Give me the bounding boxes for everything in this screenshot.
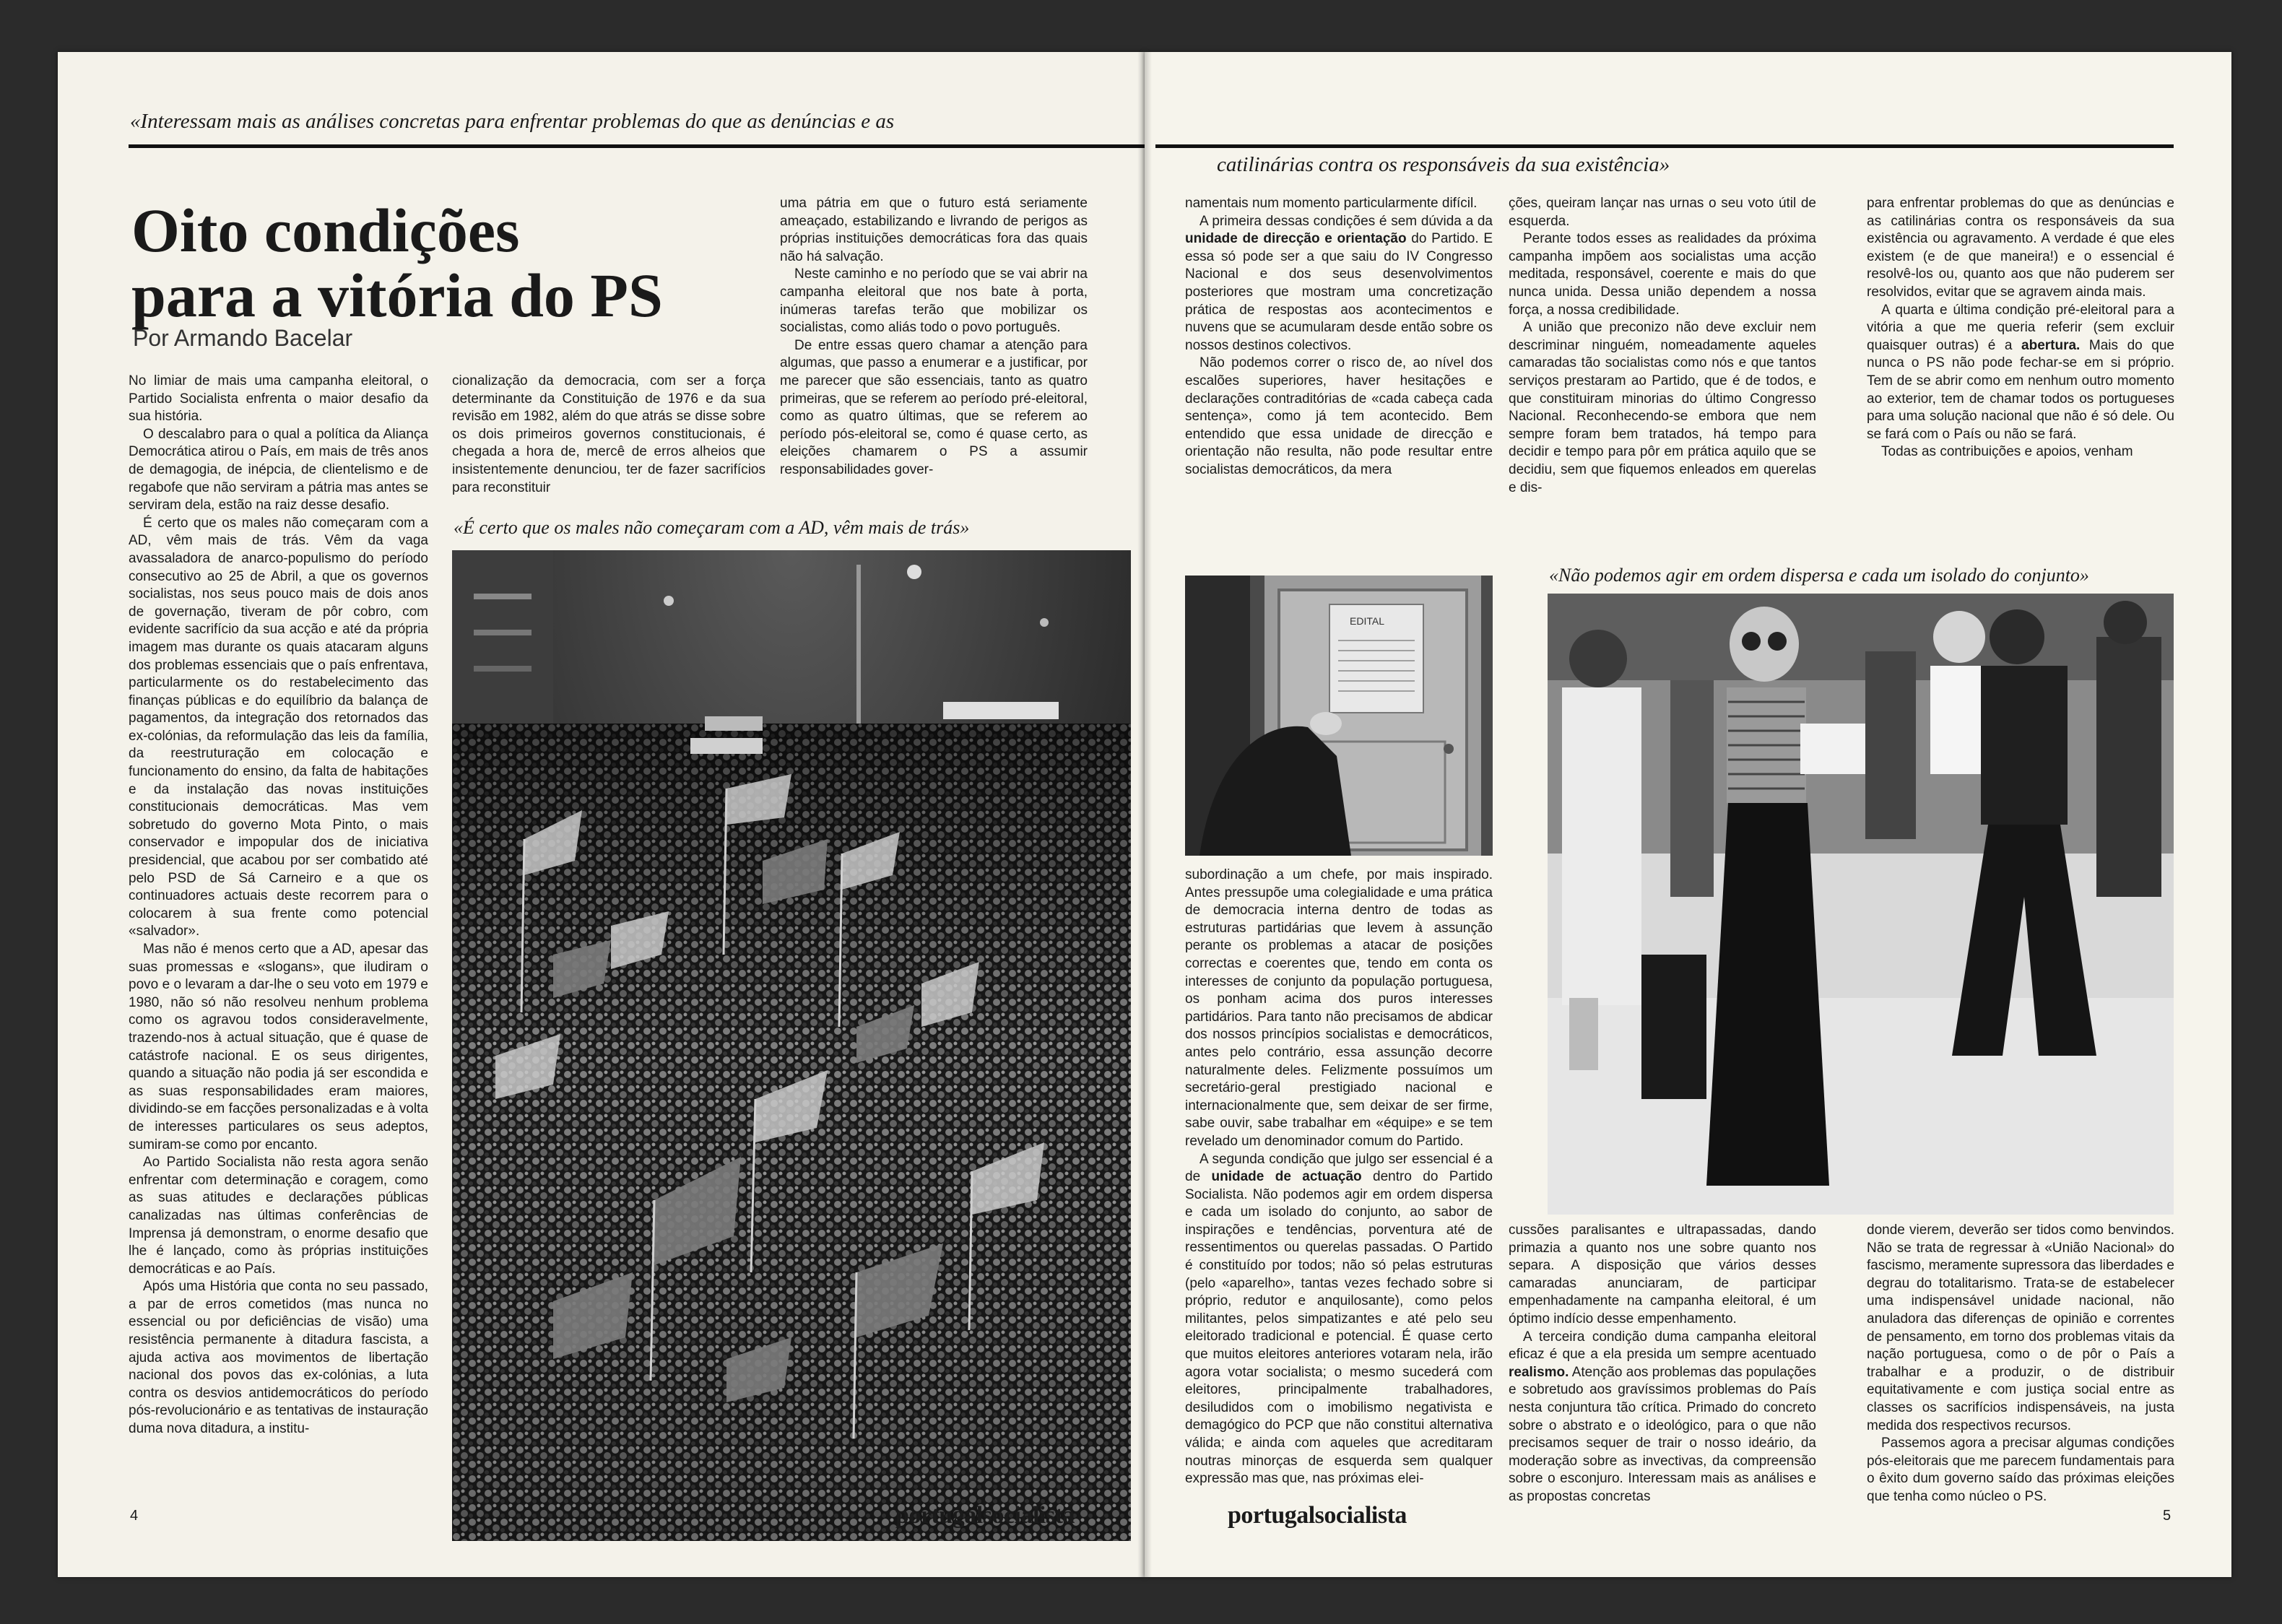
title-line-2: para a vitória do PS [131,261,663,330]
left-column-2 [452,373,765,517]
door-sign-text: EDITAL [1350,615,1384,627]
door-notice-photo [1185,576,1493,856]
left-page [58,52,1145,1577]
pullquote-right: catilinárias contra os responsáveis da sua existência» [1217,153,1670,176]
people-street-photo [1548,594,2174,1215]
top-rule-left [129,144,1145,148]
crowd-rally-photo [452,550,1131,1541]
top-rule-right [1155,144,2174,148]
title-line-1: Oito condições [131,196,520,265]
crowd-rally-illustration [452,550,1131,1541]
door-notice-illustration [1185,576,1493,856]
photo-caption-left: «É certo que os males não começaram com a AD, vêm mais de trás» [454,517,970,538]
paragraph: para enfrentar problemas do que as denúncias e as catilinárias contra os responsáveis da sua existência ou agravamento. A verdade é que eles existem (e de que maneira!) e o essencial é resolvê-los ou, quanto aos que não puderem ser resolvidos, evitar que se agravem ainda mais. [1867,196,2174,300]
left-column-1 [129,373,428,1537]
paragraph: O descalabro para o qual a política da Aliança Democrática atirou o País, em mais de três anos de demagogia, de inépcia, de clientelismo e de regabofe que não serviram a pátria mas antes se serviram dela, estão na raiz desse desafio. [129,426,428,513]
masthead-logo-right: portugalsocialista [1228,1502,1407,1529]
paragraph: Passemos agora a precisar algumas condições pós-eleitorais que me parecem fundamentais para o êxito dum governo saído das próximas eleições que tenha como núcleo o PS. [1867,1436,2174,1504]
paragraph: Após uma História que conta no seu passado, a par de erros cometidos (mas nunca no essencial ou por deficiências de visão) uma resistência permanente à ditadura fascista, a ajuda activa aos movimentos de libertação nacional dos povos das ex-colónias, a luta contra os desvios antidemocráticos do período pós-revolucionário e as tentativas de instauração duma nova ditadura, a institu- [129,1279,428,1437]
right-column-1-bottom [1185,867,1493,1540]
emphasis: unidade de actuação [1211,1169,1362,1185]
paragraph: Todas as contribuições e apoios, venham [1881,444,2133,460]
pullquote-left: «Interessam mais as análises concretas para enfrentar problemas do que as denúncias e as [130,110,895,133]
paragraph: Neste caminho e no período que se vai abrir na campanha eleitoral que nos bate à porta, inúmeras tarefas terão que mobilizar os socialistas, como aliás todo o povo português. [780,266,1088,336]
right-column-1-top [1185,195,1493,565]
paragraph: Perante todos esses as realidades da próxima campanha impõem aos socialistas uma acção meditada, responsável, coerente e mais do que nunca unida. Dessa união dependem a nossa força, a nossa credibilidade. [1509,231,1816,318]
photo-caption-right: «Não podemos agir em ordem dispersa e cada um isolado do conjunto» [1549,565,2089,586]
byline: Por Armando Bacelar [133,325,353,351]
paragraph: subordinação a um chefe, por mais inspirado. Antes pressupõe uma colegialidade e uma prática de democracia interna dentro de todas as estruturas partidárias que levem à assunção perante os problemas a atacar de posições correctas e coerentes que, tendo em conta os interesses de conjunto da população portuguesa, os ponham acima dos puros interesses partidários. Para tanto não precisamos de abdicar dos nossos princípios socialistas e democráticos, antes pelo contrário, essa assunção decorre naturalmente deles. Felizmente possuímos um secretário-geral prestigiado nacional e internacionalmente que, sem deixar de ser firme, sabe ouvir, sabe trabalhar em «équipe» e se tem revelado um denominador comum do Partido. [1185,867,1493,1149]
paragraph: É certo que os males não começaram com a AD, vêm mais de trás. Vêm da vaga avassaladora de anarco-populismo do período consecutivo ao 25 de Abril, a que os governos socialistas, nos seus pouco mais de dois anos de governação, tiveram de pôr cobro, com evidente sacrifício da sua acção e até da própria imagem mas durante os quais atacaram alguns dos problemas essenciais que o país enfrentava, particularmente os do restabelecimento das finanças públicas e do equilíbrio da balança de pagamentos, da integração dos retornados das ex-colónias, da reformulação das leis da família, da reestruturação em colocação e funcionamento do ensino, da falta de habitações e da instalação das novas instituições constitucionais democráticas. Mas vem sobretudo do governo Mota Pinto, o mais conservador e impopular dos de iniciativa presidencial, que acabou por ser combatido até pelo PSD de Sá Carneiro e a que os continuadores actuais deste recorrem para o colocarem à sua frente como potencial «salvador». [129,515,428,939]
paragraph: cussões paralisantes e ultrapassadas, dando primazia a quanto nos une sobre quanto nos separa. A disposição que vários desses camaradas anunciaram, de participar empenhadamente na campanha eleitoral, é um óptimo indício desse empenhamento. [1509,1223,1816,1326]
paragraph: A união que preconizo não deve excluir nem descriminar ninguém, nomeadamente aqueles camaradas tão socialistas como nós e que tantos serviços prestaram ao Partido, que é de todos, e que constituiram minorias do último Congresso Nacional. Reconhecendo-se embora que nem sempre foram bem tratados, há tempo para decidir e tempo para pôr em prática aquilo que se decidiu, sem que fiquemos enleados em querelas e dis- [1509,320,1816,495]
right-column-2-top [1509,195,1816,565]
right-column-3-top [1867,195,2174,565]
paragraph: ções, queiram lançar nas urnas o seu voto útil de esquerda. [1509,196,1816,229]
paragraph: donde vierem, deverão ser tidos como benvindos. Não se trata de regressar à «União Nacional» do fascismo, meramente supressora das liberdades e degrau do totalitarismo. Trata-se de estabelecer uma indispensável unidade nacional, não anuladora das diferenças de opinião e correntes de pensamento, em torno dos problemas vitais da nação portuguesa, como o de pôr o País a trabalhar e a produzir, o de distribuir equitativamente e com justiça social entre as classes os sacrifícios indispensáveis, na justa medida dos respectivos recursos. [1867,1223,2174,1433]
emphasis: unidade de direcção e orientação [1185,231,1407,247]
paragraph: namentais num momento particularmente difícil. [1185,196,1478,211]
page-number-left: 4 [130,1508,139,1524]
emphasis: realismo. [1509,1364,1569,1380]
article-title [131,198,663,328]
paragraph: A segunda condição que julgo ser essencial é a de unidade de actuação dentro do Partido Socialista. Não podemos agir em ordem dispersa e cada um isolado do conjunto, ao sabor de inspirações e tendências, porventura até de ressentimentos ou querelas passadas. O Partido é constituído por todos; não só pelas estruturas (pelo «aparelho», tantas vezes fechado sobre si próprio, redutor e anquilosante), como pelos militantes, pelos simpatizantes e até pelo seu eleitorado tradicional e potencial. É quase certo que muitos eleitores anteriores votaram nela, irão agora votar socialista; o mesmo sucederá com eleitores, principalmente trabalhadores, desiludidos com o imobilismo negativista e demagógico do PCP que não constitui alternativa válida; e ainda com aqueles que acreditaram noutras minorças de esquerda sem qualquer expressão mas que, nas próximas elei- [1185,1151,1493,1487]
paragraph: uma pátria em que o futuro está seriamente ameaçado, estabilizando e livrando de perigos as próprias instituições democráticas fora das quais não há salvação. [780,196,1088,264]
paragraph: A primeira dessas condições é sem dúvida a da unidade de direcção e orientação do Partido. E essa só pode ser a que saiu do IV Congresso Nacional e dos seus desenvolvimentos posteriores que mostram uma concretização prática de respostas aos acontecimentos e nuvens que se acumularam desde então sobre os nossos destinos colectivos. [1185,213,1493,353]
paragraph: Ao Partido Socialista não resta agora senão enfrentar com determinação e coragem, como as suas atitudes e declarações públicas canalizadas nas últimas conferências de Imprensa já demonstram, o enorme desafio que lhe é lançado, como às próprias instituições democráticas e ao País. [129,1155,428,1277]
paragraph: Mas não é menos certo que a AD, apesar das suas promessas e «slogans», que iludiram o povo e o levaram a dar-lhe o seu voto em 1979 e 1980, não só não resolveu nenhum problema como os agravou todos consideravelmente, trazendo-nos à actual situação, que é quase de catástrofe nacional. E os seus dirigentes, quando a situação não podia já ser escondida e as suas responsabilidades eram maiores, dividindo-se em facções personalizadas e à volta de interesses particulares os seus adeptos, sumiram-se como por encanto. [129,942,428,1152]
paragraph: Não podemos correr o risco de, ao nível dos escalões superiores, haver hesitações e declarações contraditórias de «cada cabeça cada sentença», como já tem acontecido. Bem entendido que essa unidade de direcção e orientação não resulta, não pode resultar entre socialistas democráticos, da mera [1185,355,1493,477]
paragraph: No limiar de mais uma campanha eleitoral, o Partido Socialista enfrenta o maior desafio da sua história. [129,373,428,425]
people-street-illustration [1548,594,2174,1215]
emphasis: abertura. [2021,337,2081,353]
masthead-logo-left: portugalsocialista [895,1502,1075,1529]
spine-gutter [1137,52,1152,1577]
paragraph: A quarta e última condição pré-eleitoral para a vitória a que me queria referir (sem excluir quaisquer outras) é a abertura. Mais do que nunca o PS não pode fechar-se em si próprio. Tem de se abrir como em nenhum outro momento ao exterior, tem de chamar todos os portugueses para uma solução nacional que não é só dele. Ou se fará com o País ou não se fará. [1867,302,2174,442]
paragraph: cionalização da democracia, com ser a força determinante da Constituição de 1976 e da sua revisão em 1982, além do que atrás se disse sobre os dois primeiros governos constitucionais, é chegada a hora de, mercê de erros alheios que insistentemente denunciou, ter de fazer sacrifícios para reconstituir [452,373,765,495]
right-column-3-bottom [1867,1222,2174,1540]
paragraph: A terceira condição duma campanha eleitoral eficaz é que a ela presida um sempre acentuado realismo. Atenção aos problemas das populações e sobretudo aos gravíssimos problemas do País nesta conjuntura tão crítica. Primado do concreto sobre o abstrato e o ideológico, para o que não precisamos sequer de trair o nosso ideário, da moderação sobre as invectivas, da compreensão sobre o esconjuro. Interessam mais as análises e as propostas concretas [1509,1329,1816,1504]
page-number-right: 5 [2163,1508,2172,1524]
right-page [1145,52,2231,1577]
paragraph: De entre essas quero chamar a atenção para algumas, que passo a enumerar e a justificar, por me parecer que são essenciais, tanto as quatro primeiras, que se referem ao período pré-eleitoral, como as quatro últimas, que se referem ao período pós-eleitoral se, como é quase certo, as eleições chamarem o PS a assumir responsabilidades gover- [780,337,1088,477]
right-column-2-bottom [1509,1222,1816,1540]
left-column-3 [780,195,1088,553]
